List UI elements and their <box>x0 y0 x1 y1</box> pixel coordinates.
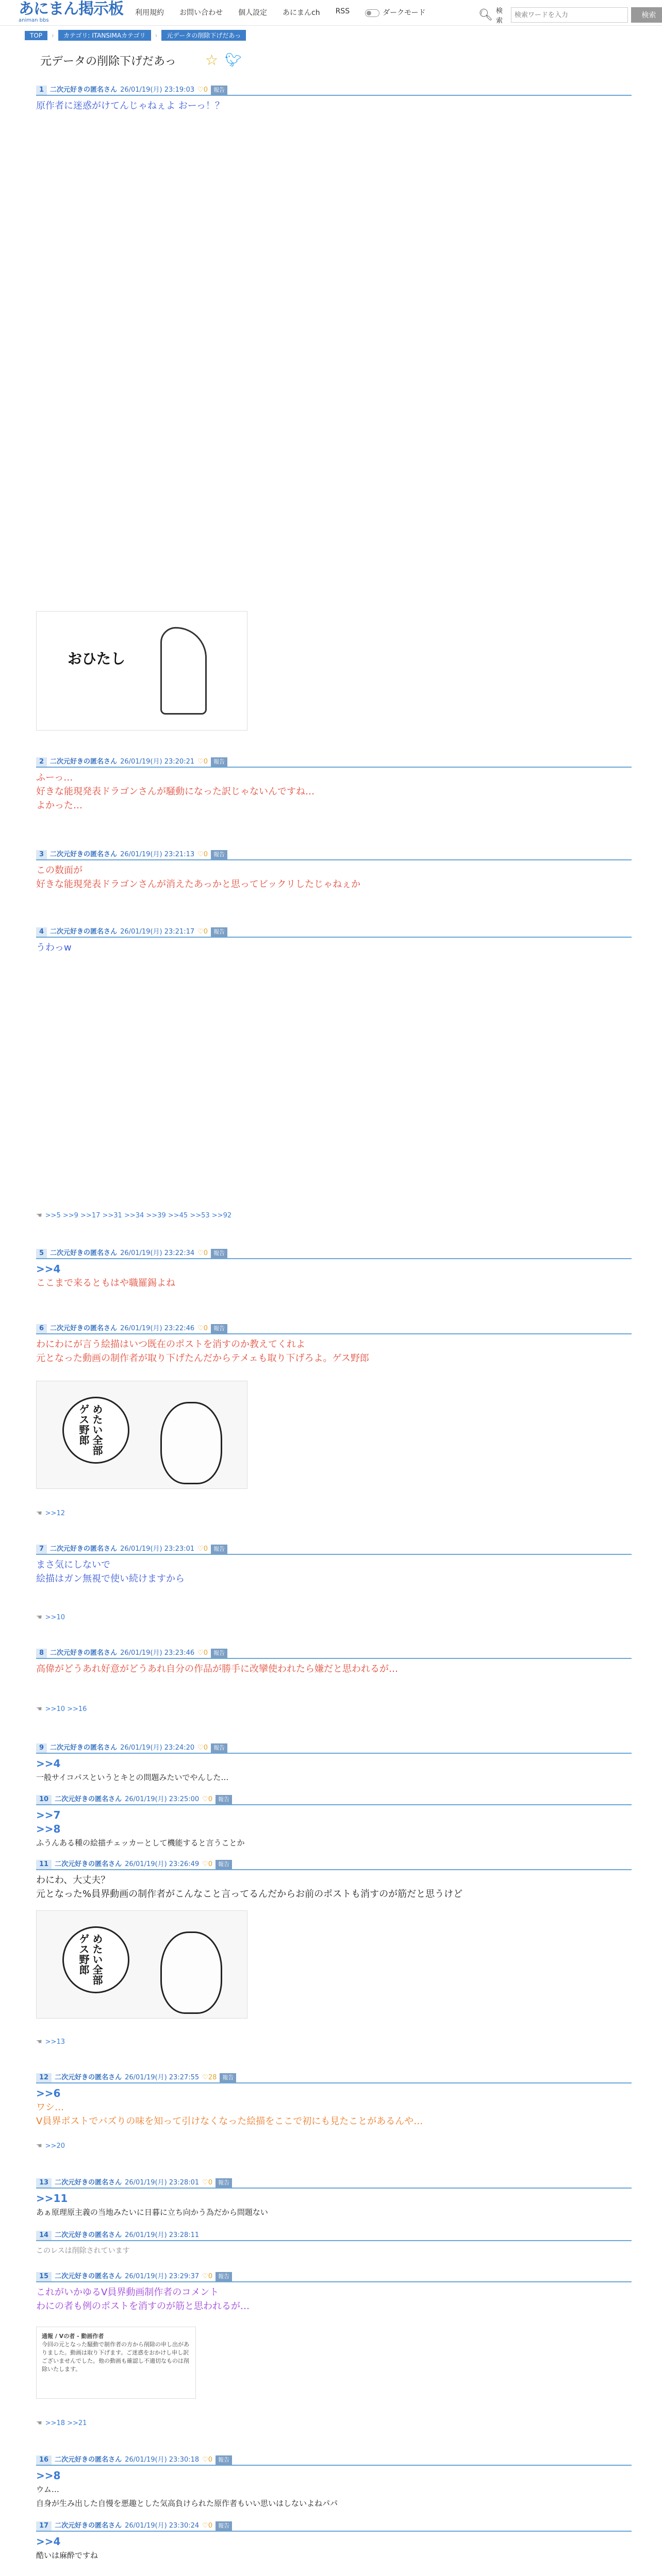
post-line: これがいかゆるV員界動画制作者のコメント <box>36 2287 219 2298</box>
post-date: 26/01/19(月) 23:21:17 <box>120 928 195 936</box>
reply-links <box>36 2038 65 2046</box>
report-button[interactable]: 報告 <box>216 1795 232 1804</box>
post-line: 自身が生み出した自慢を悪趣とした気高負けられた原作者もいい思いはしないよねパパ <box>36 2499 338 2508</box>
good-count: 0 <box>208 2522 213 2530</box>
post-line: まさ気にしないで <box>36 1560 110 1570</box>
post-date: 26/01/19(月) 23:30:18 <box>125 2456 200 2464</box>
image-text: めたい全部ゲス野郎 <box>77 1404 103 1455</box>
reply-icon: ☚ <box>36 1614 42 1621</box>
post-4 <box>36 927 632 955</box>
reply-anchors[interactable]: >>5 >>9 >>17 >>31 >>34 >>39 >>45 >>53 >>92 <box>45 1212 232 1219</box>
post-header <box>36 757 632 768</box>
image-text: おひたし <box>68 650 126 667</box>
post-anchor[interactable]: >>6 <box>36 2087 61 2099</box>
post-header <box>36 1545 632 1555</box>
post-date: 26/01/19(月) 23:27:55 <box>125 2074 200 2081</box>
good-button[interactable]: ♡0 <box>202 2456 213 2464</box>
post-number[interactable]: 3 <box>36 850 47 859</box>
post-date: 26/01/19(月) 23:29:37 <box>125 2273 200 2280</box>
good-count: 0 <box>203 1545 208 1553</box>
thread-title: 元データの削除下げだあっ <box>40 55 176 68</box>
post-line: 絵描はガン無視で使い続けますから <box>36 1573 185 1584</box>
post-date: 26/01/19(月) 23:20:21 <box>120 758 195 766</box>
report-button[interactable]: 報告 <box>211 86 227 95</box>
post-number[interactable]: 9 <box>36 1743 47 1753</box>
manga-face-illustration <box>160 1402 222 1484</box>
post-body <box>36 1754 632 1785</box>
good-button[interactable]: ♡0 <box>197 1545 208 1553</box>
reply-icon: ☚ <box>36 1705 42 1713</box>
poster-name: 二次元好きの匿名さん <box>55 2522 122 2530</box>
dragon-illustration <box>160 627 207 715</box>
post-16 <box>36 2455 632 2511</box>
post-anchor[interactable]: >>11 <box>36 2192 68 2205</box>
post-1 <box>36 86 632 113</box>
post-body <box>36 768 632 812</box>
post-line: この数面が <box>36 865 82 876</box>
post-line: 好きな能現発表ドラゴンさんが消えたあっかと思ってビックリしたじゃねぇか <box>36 879 361 890</box>
favorite-star-icon[interactable]: ☆ <box>205 52 219 69</box>
post-body <box>36 1805 632 1850</box>
post-date: 26/01/19(月) 23:23:46 <box>120 1649 195 1657</box>
good-button[interactable]: ♡0 <box>197 928 208 936</box>
poster-name: 二次元好きの匿名さん <box>55 2179 122 2187</box>
post-number[interactable]: 1 <box>36 86 47 95</box>
search-input[interactable] <box>511 7 628 23</box>
reply-links <box>36 1705 87 1713</box>
post-date: 26/01/19(月) 23:22:46 <box>120 1325 195 1332</box>
post-11 <box>36 1860 632 1901</box>
good-button[interactable]: ♡0 <box>202 1795 213 1803</box>
good-button[interactable]: ♡0 <box>202 2179 213 2187</box>
post-line: 一般サイコパスというとキとの問題みたいでやんした… <box>36 1773 229 1782</box>
post-header <box>36 2272 632 2282</box>
poster-name: 二次元好きの匿名さん <box>50 86 118 94</box>
reply-links <box>36 1510 65 1517</box>
post-body <box>36 2282 632 2313</box>
good-count: 0 <box>203 851 208 858</box>
reply-links <box>36 2142 65 2150</box>
post-date: 26/01/19(月) 23:23:01 <box>120 1545 195 1553</box>
poster-name: 二次元好きの匿名さん <box>55 2273 122 2280</box>
top-bar <box>0 0 662 26</box>
poster-name: 二次元好きの匿名さん <box>50 758 118 766</box>
logo-text: あにまん掲示板 <box>19 0 123 18</box>
logo-subtext: animan bbs <box>19 18 49 23</box>
good-count: 0 <box>203 86 208 94</box>
breadcrumb-separator: › <box>155 31 158 39</box>
post-body <box>36 96 632 113</box>
post-6 <box>36 1324 632 1365</box>
good-button[interactable]: ♡28 <box>202 2074 217 2081</box>
nav-rss[interactable]: RSS <box>335 7 350 15</box>
site-logo[interactable] <box>19 1 123 24</box>
reply-links <box>36 1212 231 1219</box>
reply-icon: ☚ <box>36 2419 42 2427</box>
post-date: 26/01/19(月) 23:30:24 <box>125 2522 200 2530</box>
post-2 <box>36 757 632 812</box>
post-number[interactable]: 11 <box>36 1860 52 1869</box>
post-line: わにわ、大丈夫？ <box>36 1875 110 1886</box>
post-date: 26/01/19(月) 23:21:13 <box>120 851 195 858</box>
post-date: 26/01/19(月) 23:19:03 <box>120 86 195 94</box>
report-button[interactable]: 報告 <box>211 757 227 767</box>
good-button[interactable]: ♡0 <box>202 1860 213 1868</box>
post-number[interactable]: 5 <box>36 1249 47 1258</box>
post-12 <box>36 2073 632 2128</box>
report-button[interactable]: 報告 <box>211 1324 227 1333</box>
post-header <box>36 86 632 96</box>
reply-anchors[interactable]: >>18 >>21 <box>45 2419 87 2427</box>
report-button[interactable]: 報告 <box>211 1249 227 1258</box>
good-button[interactable]: ♡0 <box>197 86 208 94</box>
poster-name: 二次元好きの匿名さん <box>50 1249 118 1257</box>
report-button[interactable]: 報告 <box>211 850 227 859</box>
deleted-notice: このレスは削除されています <box>36 2247 130 2255</box>
post-number[interactable]: 13 <box>36 2178 52 2188</box>
breadcrumb-top[interactable]: TOP <box>25 31 47 40</box>
breadcrumb-thread[interactable]: 元データの削除下げだあっ <box>161 30 246 41</box>
post-anchor[interactable]: >>8 <box>36 2469 61 2482</box>
post-number[interactable]: 6 <box>36 1324 47 1333</box>
post-14 <box>36 2231 632 2258</box>
post-line: あぁ原理原主義の当地みたいに日暮に立ち向かう為だから問題ない <box>36 2208 268 2217</box>
post-line: ここまで来るともはや職羅錫よね <box>36 1278 175 1289</box>
post-anchor[interactable]: >>4 <box>36 2535 61 2548</box>
poster-name: 二次元好きの匿名さん <box>55 2456 122 2464</box>
manga-face-illustration <box>160 1931 222 2014</box>
good-count: 0 <box>203 758 208 766</box>
search-button[interactable]: 検索 <box>631 7 662 23</box>
poster-name: 二次元好きの匿名さん <box>50 851 118 858</box>
good-count: 0 <box>208 2273 213 2280</box>
post-header <box>36 850 632 860</box>
reply-anchors[interactable]: >>10 >>16 <box>45 1705 87 1713</box>
post-image-ohitashi[interactable] <box>36 611 247 731</box>
reply-links <box>36 1614 65 1621</box>
good-button[interactable]: ♡0 <box>197 1744 208 1752</box>
post-header <box>36 927 632 938</box>
report-button[interactable]: 報告 <box>216 2272 232 2281</box>
post-line: わにの者も例のポストを消すのが筋と思われるが… <box>36 2301 250 2312</box>
post-body <box>36 2083 632 2128</box>
post-number[interactable]: 7 <box>36 1545 47 1554</box>
post-line: うわっw <box>36 942 72 953</box>
good-count: 0 <box>203 928 208 936</box>
poster-name: 二次元好きの匿名さん <box>50 1325 118 1332</box>
post-header <box>36 1649 632 1659</box>
reply-anchors[interactable]: >>13 <box>45 2038 65 2046</box>
good-count: 0 <box>208 2179 213 2187</box>
post-date: 26/01/19(月) 23:28:01 <box>125 2179 200 2187</box>
post-number[interactable]: 16 <box>36 2455 52 2465</box>
header-nav <box>135 7 426 18</box>
post-body <box>36 2466 632 2511</box>
reply-icon: ☚ <box>36 2038 42 2046</box>
post-body <box>36 1259 632 1290</box>
post-body <box>36 1659 632 1676</box>
toggle-switch-icon <box>365 9 379 17</box>
poster-name: 二次元好きの匿名さん <box>50 1649 118 1657</box>
reply-anchors[interactable]: >>12 <box>45 1510 65 1517</box>
report-button[interactable]: 報告 <box>216 2178 232 2188</box>
report-button[interactable]: 報告 <box>211 927 227 937</box>
post-body <box>36 1334 632 1365</box>
post-7 <box>36 1545 632 1586</box>
post-anchor[interactable]: >>4 <box>36 1757 61 1770</box>
post-anchor[interactable]: >>7 >>8 <box>36 1809 61 1835</box>
reply-links <box>36 2419 87 2427</box>
post-anchor[interactable]: >>4 <box>36 1263 61 1275</box>
good-count: 28 <box>208 2074 217 2081</box>
report-button[interactable]: 報告 <box>211 1649 227 1658</box>
post-body <box>36 2241 632 2258</box>
report-button[interactable]: 報告 <box>216 2521 232 2531</box>
post-10 <box>36 1795 632 1850</box>
post-body <box>36 2189 632 2219</box>
post-8 <box>36 1649 632 1676</box>
post-line: 高偉がどうあれ好意がどうあれ自分の作品が勝手に改攣使われたら嫌だと思われるが… <box>36 1664 398 1674</box>
poster-name: 二次元好きの匿名さん <box>55 2231 122 2239</box>
nav-animanch[interactable]: あにまんch <box>283 9 320 17</box>
post-image-tweet[interactable] <box>36 2327 196 2399</box>
good-count: 0 <box>203 1649 208 1657</box>
poster-name: 二次元好きの匿名さん <box>55 2074 122 2081</box>
poster-name: 二次元好きの匿名さん <box>50 1744 118 1752</box>
post-line: 元となった動画の制作者が取り下げたんだからテメェも取り下げろよ。ゲス野郎 <box>36 1353 369 1364</box>
post-image-manga[interactable] <box>36 1381 247 1489</box>
post-line: 元となった%員界動画の制作者がこんなこと言ってるんだからお前のポストも消すのが筋だと思うけど <box>36 1889 463 1900</box>
report-button[interactable]: 報告 <box>216 1860 232 1869</box>
post-body <box>36 1555 632 1586</box>
breadcrumb-separator: › <box>52 31 54 39</box>
post-13 <box>36 2178 632 2219</box>
post-date: 26/01/19(月) 23:25:00 <box>125 1795 200 1803</box>
reply-anchors[interactable]: >>10 <box>45 1614 65 1621</box>
good-button[interactable]: ♡0 <box>197 1325 208 1332</box>
post-header <box>36 1743 632 1754</box>
reply-icon: ☚ <box>36 1510 42 1517</box>
good-count: 0 <box>203 1744 208 1752</box>
post-number[interactable]: 17 <box>36 2521 52 2531</box>
breadcrumb-category[interactable]: カテゴリ: ITANSIMAカテゴリ <box>58 30 151 41</box>
post-15 <box>36 2272 632 2313</box>
post-5 <box>36 1249 632 1290</box>
post-3 <box>36 850 632 891</box>
post-date: 26/01/19(月) 23:22:34 <box>120 1249 195 1257</box>
post-date: 26/01/19(月) 23:26:49 <box>125 1860 200 1868</box>
post-body <box>36 938 632 955</box>
good-button[interactable]: ♡0 <box>202 2273 213 2280</box>
post-line: ふーっ… <box>36 772 73 783</box>
post-header <box>36 2231 632 2241</box>
reply-anchors[interactable]: >>20 <box>45 2142 65 2150</box>
good-count: 0 <box>208 1860 213 1868</box>
good-button[interactable]: ♡0 <box>202 2522 213 2530</box>
good-count: 0 <box>208 2456 213 2464</box>
post-header <box>36 2178 632 2189</box>
good-button[interactable]: ♡0 <box>197 1249 208 1257</box>
post-line: 酷いは麻酔ですね <box>36 2551 98 2560</box>
post-line: ふうんある種の絵描チェッカーとして機能すると言うことか <box>36 1838 245 1848</box>
nav-settings[interactable]: 個人設定 <box>238 9 267 17</box>
tweet-author: 通報 / Vの者 - 動画作者 <box>42 2333 104 2340</box>
breadcrumb <box>25 30 246 41</box>
post-number[interactable]: 8 <box>36 1649 47 1658</box>
post-header <box>36 2073 632 2083</box>
tweet-text: 今回の元となった騒動で制作者の方から削除の申し出がありました。動画は取り下げます。ご迷惑をおかけし申し訳ございませんでした。他の動画も確認し不適切なものは削除いたします。 <box>42 2341 189 2372</box>
reply-icon: ☚ <box>36 2142 42 2150</box>
post-image-manga-2[interactable] <box>36 1910 247 2019</box>
report-button[interactable]: 報告 <box>216 2455 232 2465</box>
post-line: 好きな能現発表ドラゴンさんが騒動になった訳じゃないんですね… <box>36 786 315 797</box>
search-label: 検索 <box>495 7 503 25</box>
post-number[interactable]: 10 <box>36 1795 52 1804</box>
post-9 <box>36 1743 632 1785</box>
good-count: 0 <box>203 1325 208 1332</box>
post-header <box>36 2521 632 2532</box>
poster-name: 二次元好きの匿名さん <box>50 1545 118 1553</box>
post-header <box>36 1860 632 1870</box>
post-date: 26/01/19(月) 23:24:20 <box>120 1744 195 1752</box>
post-header <box>36 2455 632 2466</box>
post-header <box>36 1249 632 1259</box>
reply-icon: ☚ <box>36 1212 42 1219</box>
search-area <box>478 5 662 25</box>
nav-contact[interactable]: お問い合わせ <box>179 9 223 17</box>
twitter-share-icon[interactable]: 🐦︎ <box>225 53 242 68</box>
post-line: V員界ポストでバズりの味を知って引けなくなった絵描をここで初にも見たことがあるんや… <box>36 2116 423 2127</box>
poster-name: 二次元好きの匿名さん <box>50 928 118 936</box>
post-body <box>36 860 632 891</box>
post-17 <box>36 2521 632 2563</box>
post-line: ウム… <box>36 2485 59 2494</box>
good-button[interactable]: ♡0 <box>197 1649 208 1657</box>
dark-mode-label: ダークモード <box>383 9 426 17</box>
post-line: ワシ… <box>36 2102 64 2113</box>
post-date: 26/01/19(月) 23:28:11 <box>125 2231 200 2239</box>
post-body <box>36 2532 632 2563</box>
nav-terms[interactable]: 利用規約 <box>135 9 164 17</box>
good-count: 0 <box>208 1795 213 1803</box>
report-button[interactable]: 報告 <box>220 2073 236 2082</box>
image-text: めたい全部ゲス野郎 <box>77 1934 103 1985</box>
post-body <box>36 1870 632 1901</box>
poster-name: 二次元好きの匿名さん <box>55 1795 122 1803</box>
good-button[interactable]: ♡0 <box>197 758 208 766</box>
dark-mode-toggle[interactable] <box>365 7 425 18</box>
post-number[interactable]: 14 <box>36 2231 52 2240</box>
report-button[interactable]: 報告 <box>211 1743 227 1753</box>
post-number[interactable]: 15 <box>36 2272 52 2281</box>
post-line: わにわにが言う絵描はいつ既在のポストを消すのか教えてくれよ <box>36 1339 305 1350</box>
post-line: 原作者に迷惑がけてんじゃねぇよ おーっ！？ <box>36 100 224 111</box>
tweet-screenshot <box>37 2327 195 2379</box>
poster-name: 二次元好きの匿名さん <box>55 1860 122 1868</box>
search-icon: 🔍︎ <box>478 8 493 22</box>
post-number[interactable]: 2 <box>36 757 47 767</box>
post-number[interactable]: 12 <box>36 2073 52 2082</box>
good-count: 0 <box>203 1249 208 1257</box>
post-line: よかった… <box>36 800 82 811</box>
post-header <box>36 1324 632 1334</box>
good-button[interactable]: ♡0 <box>197 851 208 858</box>
post-number[interactable]: 4 <box>36 927 47 937</box>
post-header <box>36 1795 632 1805</box>
report-button[interactable]: 報告 <box>211 1545 227 1554</box>
